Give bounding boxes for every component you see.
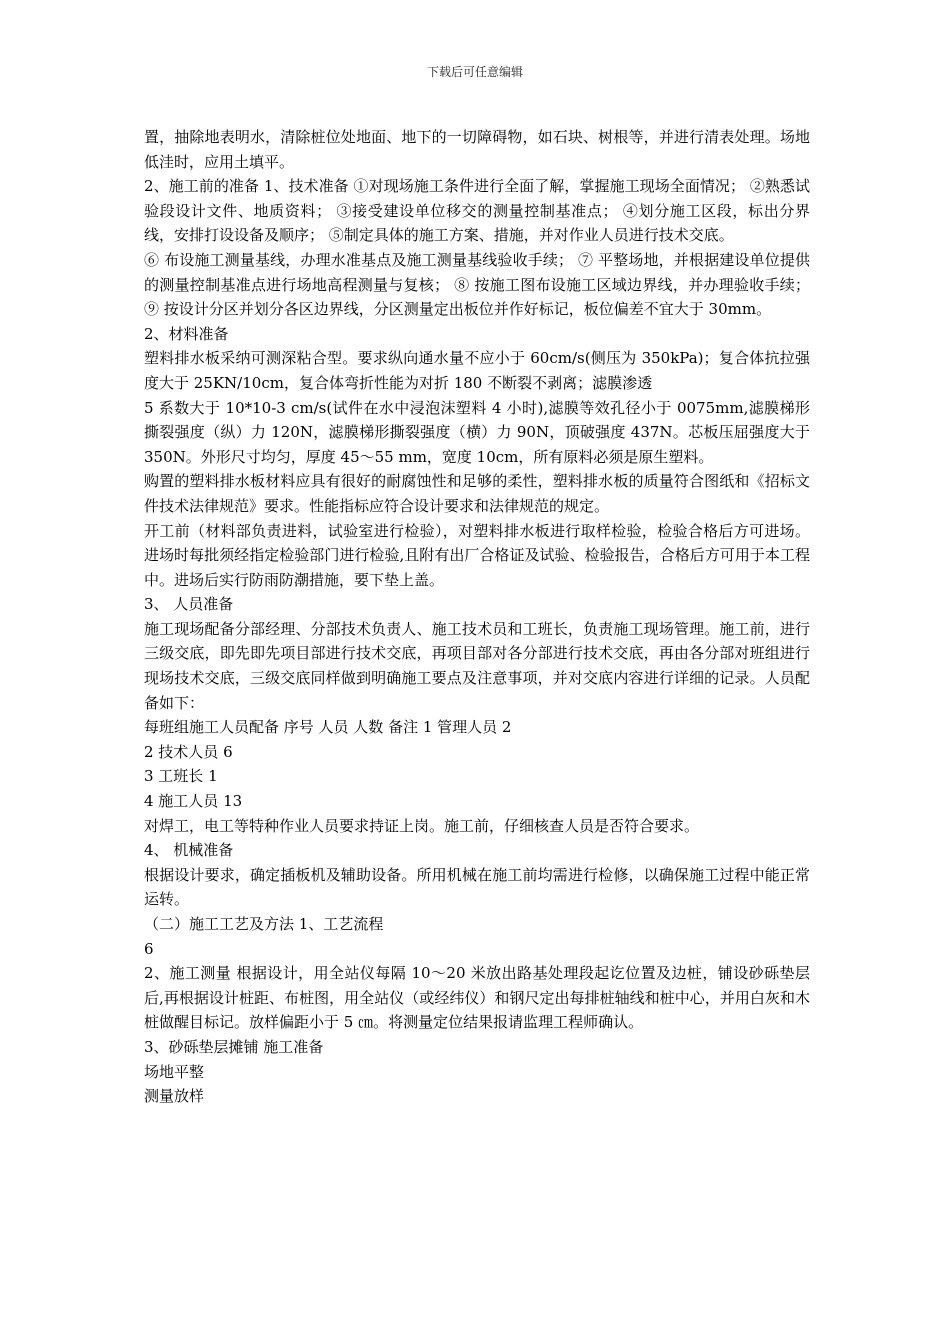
paragraph: 场地平整 <box>144 1062 205 1081</box>
paragraph: 测量放样 <box>144 1087 205 1106</box>
paragraph: 购置的塑料排水板材料应具有很好的耐腐蚀性和足够的柔性，塑料排水板的质量符合图纸和《招标文件技术法律规范》要求。性能指标应符合设计要求和法律规范的规定。 <box>144 472 810 515</box>
paragraph: 施工现场配备分部经理、分部技术负责人、施工技术员和工班长，负责施工现场管理。施工前，进行三级交底，即先即先项目部进行技术交底，再项目部对各分部进行技术交底，再由各分部对班组进行现场技术交底，三级交底同样做到明确施工要点及注意事项，并对交底内容进行详细的记录。人员配备如下： <box>144 619 810 712</box>
paragraph: 2 技术人员 6 <box>144 742 233 761</box>
paragraph: 4 施工人员 13 <box>144 792 243 811</box>
paragraph: 4、 机械准备 <box>144 841 234 860</box>
paragraph: 3、 人员准备 <box>144 595 234 614</box>
paragraph: 2、材料准备 <box>144 324 229 343</box>
paragraph: 2、施工前的准备 1、技术准备 ①对现场施工条件进行全面了解，掌握施工现场全面情况； ②熟悉试验段设计文件、地质资料； ③接受建设单位移交的测量控制基准点； ④划分施工区段，标出分界线，安排打设设备及顺序； ⑤制定具体的施工方案、措施，并对作业人员进行技术交底。 <box>144 177 810 245</box>
paragraph: 塑料排水板采纳可测深粘合型。要求纵向通水量不应小于 60cm/s(侧压为 350kPa)；复合体抗拉强度大于 25KN/10cm，复合体弯折性能为对折 180 不断裂不剥离；滤膜渗透 <box>144 349 810 392</box>
paragraph: 5 系数大于 10*10-3 cm/s(试件在水中浸泡沫塑料 4 小时),滤膜等效孔径小于 0075mm,滤膜梯形撕裂强度（纵）力 120N，滤膜梯形撕裂强度（横）力 90N，顶破强度 437N。芯板压屈强度大于 350N。外形尺寸均匀，厚度 45～55 mm，宽度 10cm，所有原料必须是原生塑料。 <box>144 398 810 466</box>
paragraph: 3 工班长 1 <box>144 767 218 786</box>
paragraph: 3、砂砾垫层摊铺 施工准备 <box>144 1037 324 1056</box>
paragraph: 对焊工，电工等特种作业人员要求持证上岗。施工前，仔细核查人员是否符合要求。 <box>144 816 700 835</box>
document-body <box>144 125 810 1109</box>
paragraph: 置，抽除地表明水，清除桩位处地面、地下的一切障碍物，如石块、树根等，并进行清表处理。场地低洼时，应用土填平。 <box>144 128 810 171</box>
paragraph: 根据设计要求，确定插板机及辅助设备。所用机械在施工前均需进行检修，以确保施工过程中能正常运转。 <box>144 865 810 909</box>
paragraph: （二）施工工艺及方法 1、工艺流程 <box>144 915 384 933</box>
paragraph: 每班组施工人员配备 序号 人员 人数 备注 1 管理人员 2 <box>144 718 512 737</box>
paragraph: 开工前（材料部负责进料，试验室进行检验），对塑料排水板进行取样检验，检验合格后方可进场。进场时每批须经指定检验部门进行检验,且附有出厂合格证及试验、检验报告，合格后方可用于本工程中。进场后实行防雨防潮措施，要下垫上盖。 <box>144 521 810 589</box>
paragraph: 2、施工测量 根据设计，用全站仪每隔 10～20 米放出路基处理段起讫位置及边桩，铺设砂砾垫层后,再根据设计桩距、布桩图，用全站仪（或经纬仪）和钢尺定出每排桩轴线和桩中心，并用白灰和木桩做醒目标记。放样偏距小于 5 ㎝。将测量定位结果报请监理工程师确认。 <box>144 964 810 1032</box>
paragraph: ⑥ 布设施工测量基线，办理水准基点及施工测量基线验收手续； ⑦ 平整场地，并根据建设单位提供的测量控制基准点进行场地高程测量与复核； ⑧ 按施工图布设施工区域边界线，并办理验收手续； ⑨ 按设计分区并划分各区边界线，分区测量定出板位并作好标记，板位偏差不宜大于 30mm。 <box>144 250 810 319</box>
paragraph: 6 <box>144 939 154 958</box>
page-header: 下载后可任意编辑 <box>426 65 523 79</box>
